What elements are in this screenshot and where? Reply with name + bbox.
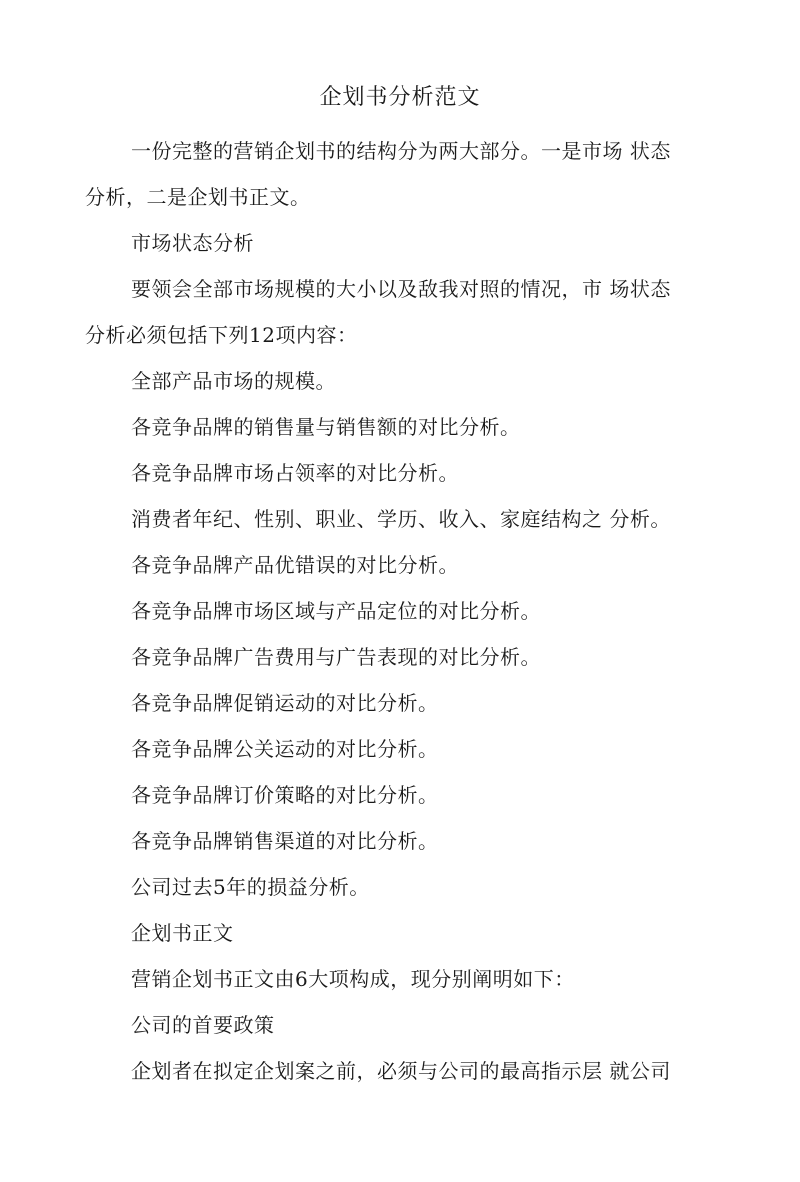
document-title: 企划书分析范文 xyxy=(319,85,481,110)
paragraph-line: 一份完整的营销企划书的结构分为两大部分。一是市场 状态 xyxy=(131,139,671,163)
list-item: 各竞争品牌销售渠道的对比分析。 xyxy=(131,829,439,853)
list-item: 各竞争品牌的销售量与销售额的对比分析。 xyxy=(131,415,521,439)
paragraph-line: 营销企划书正文由6大项构成，现分别阐明如下： xyxy=(131,967,575,991)
list-item: 各竞争品牌促销运动的对比分析。 xyxy=(131,691,439,715)
section-heading: 市场状态分析 xyxy=(131,231,254,255)
list-item: 各竞争品牌订价策略的对比分析。 xyxy=(131,783,439,807)
paragraph-line: 分析，二是企划书正文。 xyxy=(85,185,311,209)
paragraph-line: 分析必须包括下列12项内容： xyxy=(85,323,358,347)
list-item: 公司过去5年的损益分析。 xyxy=(131,875,370,899)
paragraph-line: 企划者在拟定企划案之前，必须与公司的最高指示层 就公司 xyxy=(131,1059,671,1083)
list-item: 各竞争品牌广告费用与广告表现的对比分析。 xyxy=(131,645,541,669)
list-item: 消费者年纪、性别、职业、学历、收入、家庭结构之 分析。 xyxy=(131,507,671,531)
list-item: 各竞争品牌市场区域与产品定位的对比分析。 xyxy=(131,599,541,623)
paragraph-line: 要领会全部市场规模的大小以及敌我对照的情况，市 场状态 xyxy=(131,277,671,301)
document-body xyxy=(85,128,705,1094)
section-heading: 企划书正文 xyxy=(131,921,234,945)
list-item: 各竞争品牌公关运动的对比分析。 xyxy=(131,737,439,761)
section-heading: 公司的首要政策 xyxy=(131,1013,275,1037)
list-item: 各竞争品牌市场占领率的对比分析。 xyxy=(131,461,459,485)
list-item: 全部产品市场的规模。 xyxy=(131,369,336,393)
list-item: 各竞争品牌产品优错误的对比分析。 xyxy=(131,553,459,577)
